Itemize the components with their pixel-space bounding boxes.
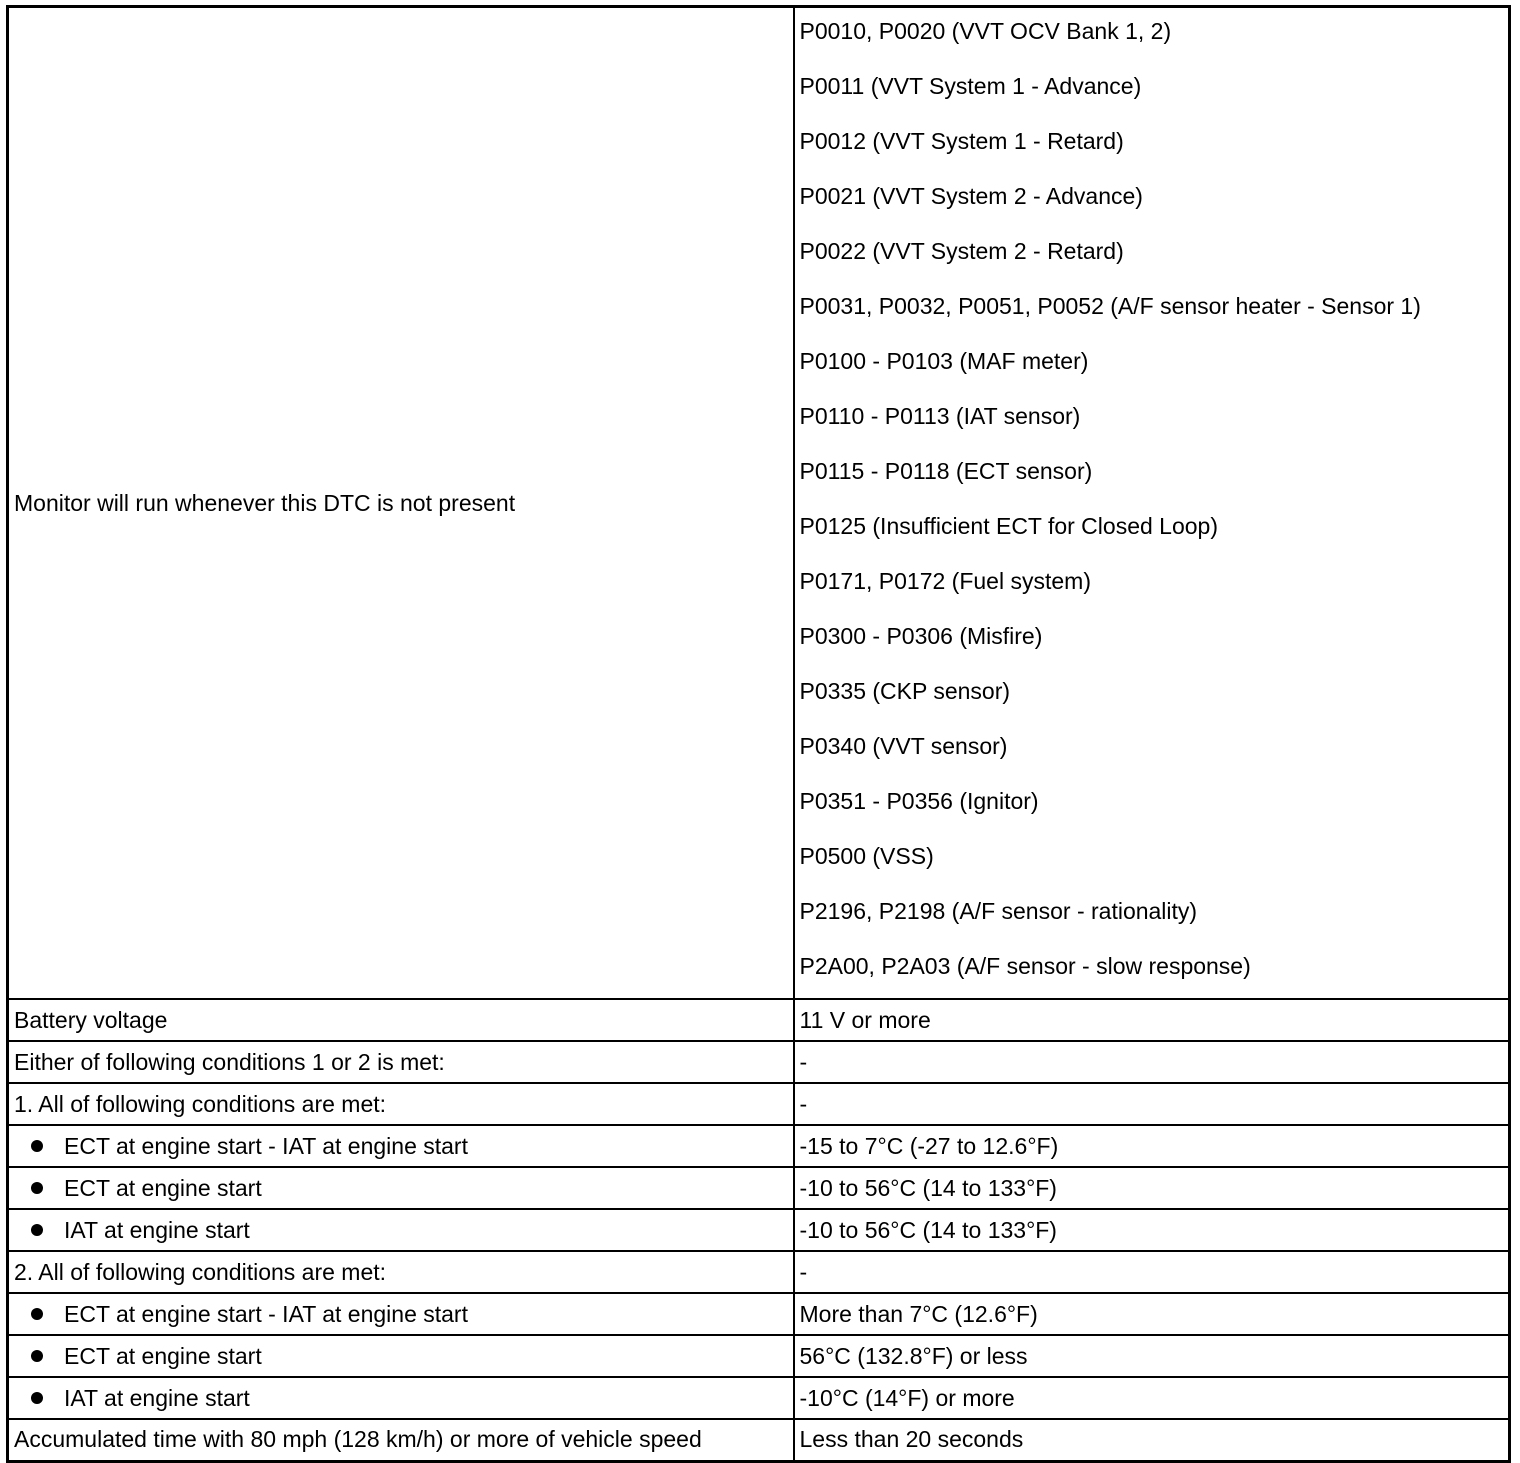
condition-label: 2. All of following conditions are met:: [8, 1251, 794, 1293]
condition-value: More than 7°C (12.6°F): [794, 1293, 1510, 1335]
dtc-item: P0110 - P0113 (IAT sensor): [799, 403, 1081, 429]
condition-label-bulleted: [8, 1209, 794, 1251]
table-row: [8, 1209, 1510, 1251]
condition-value: -: [794, 1041, 1510, 1083]
bullet-icon: [31, 1308, 43, 1320]
table-row-accumulated-time: [8, 1419, 1510, 1461]
condition-value: 11 V or more: [794, 999, 1510, 1041]
condition-value: Less than 20 seconds: [794, 1419, 1510, 1461]
condition-label-text: ECT at engine start - IAT at engine start: [64, 1300, 468, 1327]
condition-label-bulleted: [8, 1335, 794, 1377]
table-row: [8, 1167, 1510, 1209]
dtc-list-cell: [794, 7, 1510, 1000]
dtc-item: P0500 (VSS): [799, 843, 934, 869]
condition-value: -10°C (14°F) or more: [794, 1377, 1510, 1419]
dtc-item: P0335 (CKP sensor): [799, 678, 1011, 704]
dtc-list: [800, 8, 1509, 998]
dtc-item: P0340 (VVT sensor): [799, 733, 1008, 759]
condition-label-text: IAT at engine start: [64, 1216, 250, 1243]
dtc-item: P0100 - P0103 (MAF meter): [799, 348, 1089, 374]
table-row: [8, 1377, 1510, 1419]
condition-label: 1. All of following conditions are met:: [8, 1083, 794, 1125]
dtc-item: P0022 (VVT System 2 - Retard): [799, 238, 1124, 264]
dtc-item: P0300 - P0306 (Misfire): [799, 623, 1043, 649]
table-row-monitor-dtc: [8, 7, 1510, 1000]
dtc-item: P2A00, P2A03 (A/F sensor - slow response): [799, 953, 1251, 979]
condition-label-bulleted: [8, 1167, 794, 1209]
condition-label-text: IAT at engine start: [64, 1384, 250, 1411]
condition-label: Battery voltage: [8, 999, 794, 1041]
condition-label: Either of following conditions 1 or 2 is met:: [8, 1041, 794, 1083]
bullet-icon: [31, 1224, 43, 1236]
dtc-item: P0115 - P0118 (ECT sensor): [799, 458, 1093, 484]
monitor-label-cell: Monitor will run whenever this DTC is not present: [8, 7, 794, 1000]
dtc-item: P0011 (VVT System 1 - Advance): [799, 73, 1142, 99]
table-row: [8, 1125, 1510, 1167]
table-row-condition-2-header: [8, 1251, 1510, 1293]
dtc-item: P2196, P2198 (A/F sensor - rationality): [799, 898, 1198, 924]
condition-value: -10 to 56°C (14 to 133°F): [794, 1209, 1510, 1251]
condition-label-bulleted: [8, 1293, 794, 1335]
bullet-icon: [31, 1392, 43, 1404]
bullet-icon: [31, 1350, 43, 1362]
dtc-item: P0351 - P0356 (Ignitor): [799, 788, 1039, 814]
monitor-conditions-table: [6, 5, 1511, 1463]
dtc-item: P0031, P0032, P0051, P0052 (A/F sensor heater - Sensor 1): [799, 293, 1421, 319]
table-row-battery-voltage: [8, 999, 1510, 1041]
bullet-icon: [31, 1140, 43, 1152]
condition-label: Accumulated time with 80 mph (128 km/h) or more of vehicle speed: [8, 1419, 794, 1461]
condition-value: -15 to 7°C (-27 to 12.6°F): [794, 1125, 1510, 1167]
dtc-item: P0171, P0172 (Fuel system): [799, 568, 1091, 594]
table-row-condition-1-header: [8, 1083, 1510, 1125]
condition-label-bulleted: [8, 1125, 794, 1167]
bullet-icon: [31, 1182, 43, 1194]
dtc-item: P0012 (VVT System 1 - Retard): [799, 128, 1124, 154]
condition-value: -: [794, 1083, 1510, 1125]
dtc-item: P0125 (Insufficient ECT for Closed Loop): [799, 513, 1218, 539]
condition-label-text: ECT at engine start - IAT at engine start: [64, 1132, 468, 1159]
condition-value: 56°C (132.8°F) or less: [794, 1335, 1510, 1377]
dtc-item: P0010, P0020 (VVT OCV Bank 1, 2): [799, 18, 1172, 44]
table-row: [8, 1335, 1510, 1377]
condition-label-text: ECT at engine start: [64, 1342, 262, 1369]
condition-value: -10 to 56°C (14 to 133°F): [794, 1167, 1510, 1209]
table-row: [8, 1293, 1510, 1335]
condition-label-bulleted: [8, 1377, 794, 1419]
dtc-item: P0021 (VVT System 2 - Advance): [799, 183, 1143, 209]
condition-value: -: [794, 1251, 1510, 1293]
table-row-either-condition: [8, 1041, 1510, 1083]
condition-label-text: ECT at engine start: [64, 1174, 262, 1201]
